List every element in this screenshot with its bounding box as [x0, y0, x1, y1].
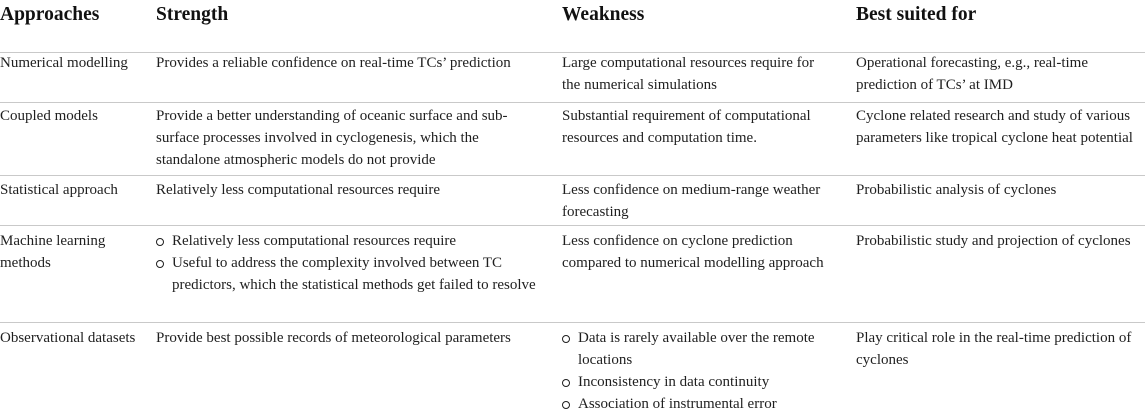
table-header-row — [0, 0, 1145, 53]
cell-strength: Provides a reliable confidence on real-time TCs’ prediction — [156, 55, 511, 71]
list-item: Association of instrumental error — [562, 393, 834, 415]
strength-bullet-list — [156, 230, 546, 296]
table-row — [0, 176, 1145, 226]
cell-best-suited-for: Cyclone related research and study of various parameters like tropical cyclone heat potential — [856, 108, 1133, 146]
cell-approach: Numerical modelling — [0, 55, 128, 71]
header-best-suited-for: Best suited for — [856, 4, 977, 25]
table-row — [0, 226, 1145, 323]
list-item: Relatively less computational resources require — [156, 230, 546, 252]
cell-weakness: Less confidence on cyclone prediction compared to numerical modelling approach — [562, 233, 824, 271]
cell-weakness — [562, 327, 834, 415]
header-weakness: Weakness — [562, 4, 645, 25]
cell-weakness: Substantial requirement of computational resources and computation time. — [562, 108, 811, 146]
cell-strength: Provide a better understanding of oceanic surface and sub-surface processes involved in cyclogenesis, which the standalone atmospheric models do not provide — [156, 108, 508, 168]
cell-approach: Coupled models — [0, 108, 98, 124]
cell-best-suited-for: Play critical role in the real-time prediction of cyclones — [856, 330, 1132, 368]
cell-strength: Provide best possible records of meteorological parameters — [156, 330, 511, 346]
cell-best-suited-for: Probabilistic analysis of cyclones — [856, 182, 1057, 198]
cell-best-suited-for: Probabilistic study and projection of cyclones — [856, 233, 1131, 249]
cell-approach: Machine learning methods — [0, 233, 106, 271]
cell-approach: Statistical approach — [0, 182, 118, 198]
cell-weakness: Less confidence on medium-range weather forecasting — [562, 182, 821, 220]
list-item: Data is rarely available over the remote locations — [562, 327, 834, 371]
cell-approach: Observational datasets — [0, 330, 136, 346]
cell-strength: Relatively less computational resources require — [156, 182, 441, 198]
cell-weakness: Large computational resources require for the numerical simulations — [562, 55, 815, 93]
table-row — [0, 323, 1145, 419]
table-row — [0, 52, 1145, 103]
cell-best-suited-for: Operational forecasting, e.g., real-time prediction of TCs’ at IMD — [856, 55, 1088, 93]
table-row — [0, 103, 1145, 176]
list-item: Inconsistency in data continuity — [562, 371, 834, 393]
list-item: Useful to address the complexity involved between TC predictors, which the statistical methods get failed to resolve — [156, 252, 546, 296]
cell-strength — [156, 230, 546, 296]
header-approaches: Approaches — [0, 4, 100, 25]
weakness-bullet-list — [562, 327, 834, 415]
header-strength: Strength — [156, 4, 229, 25]
